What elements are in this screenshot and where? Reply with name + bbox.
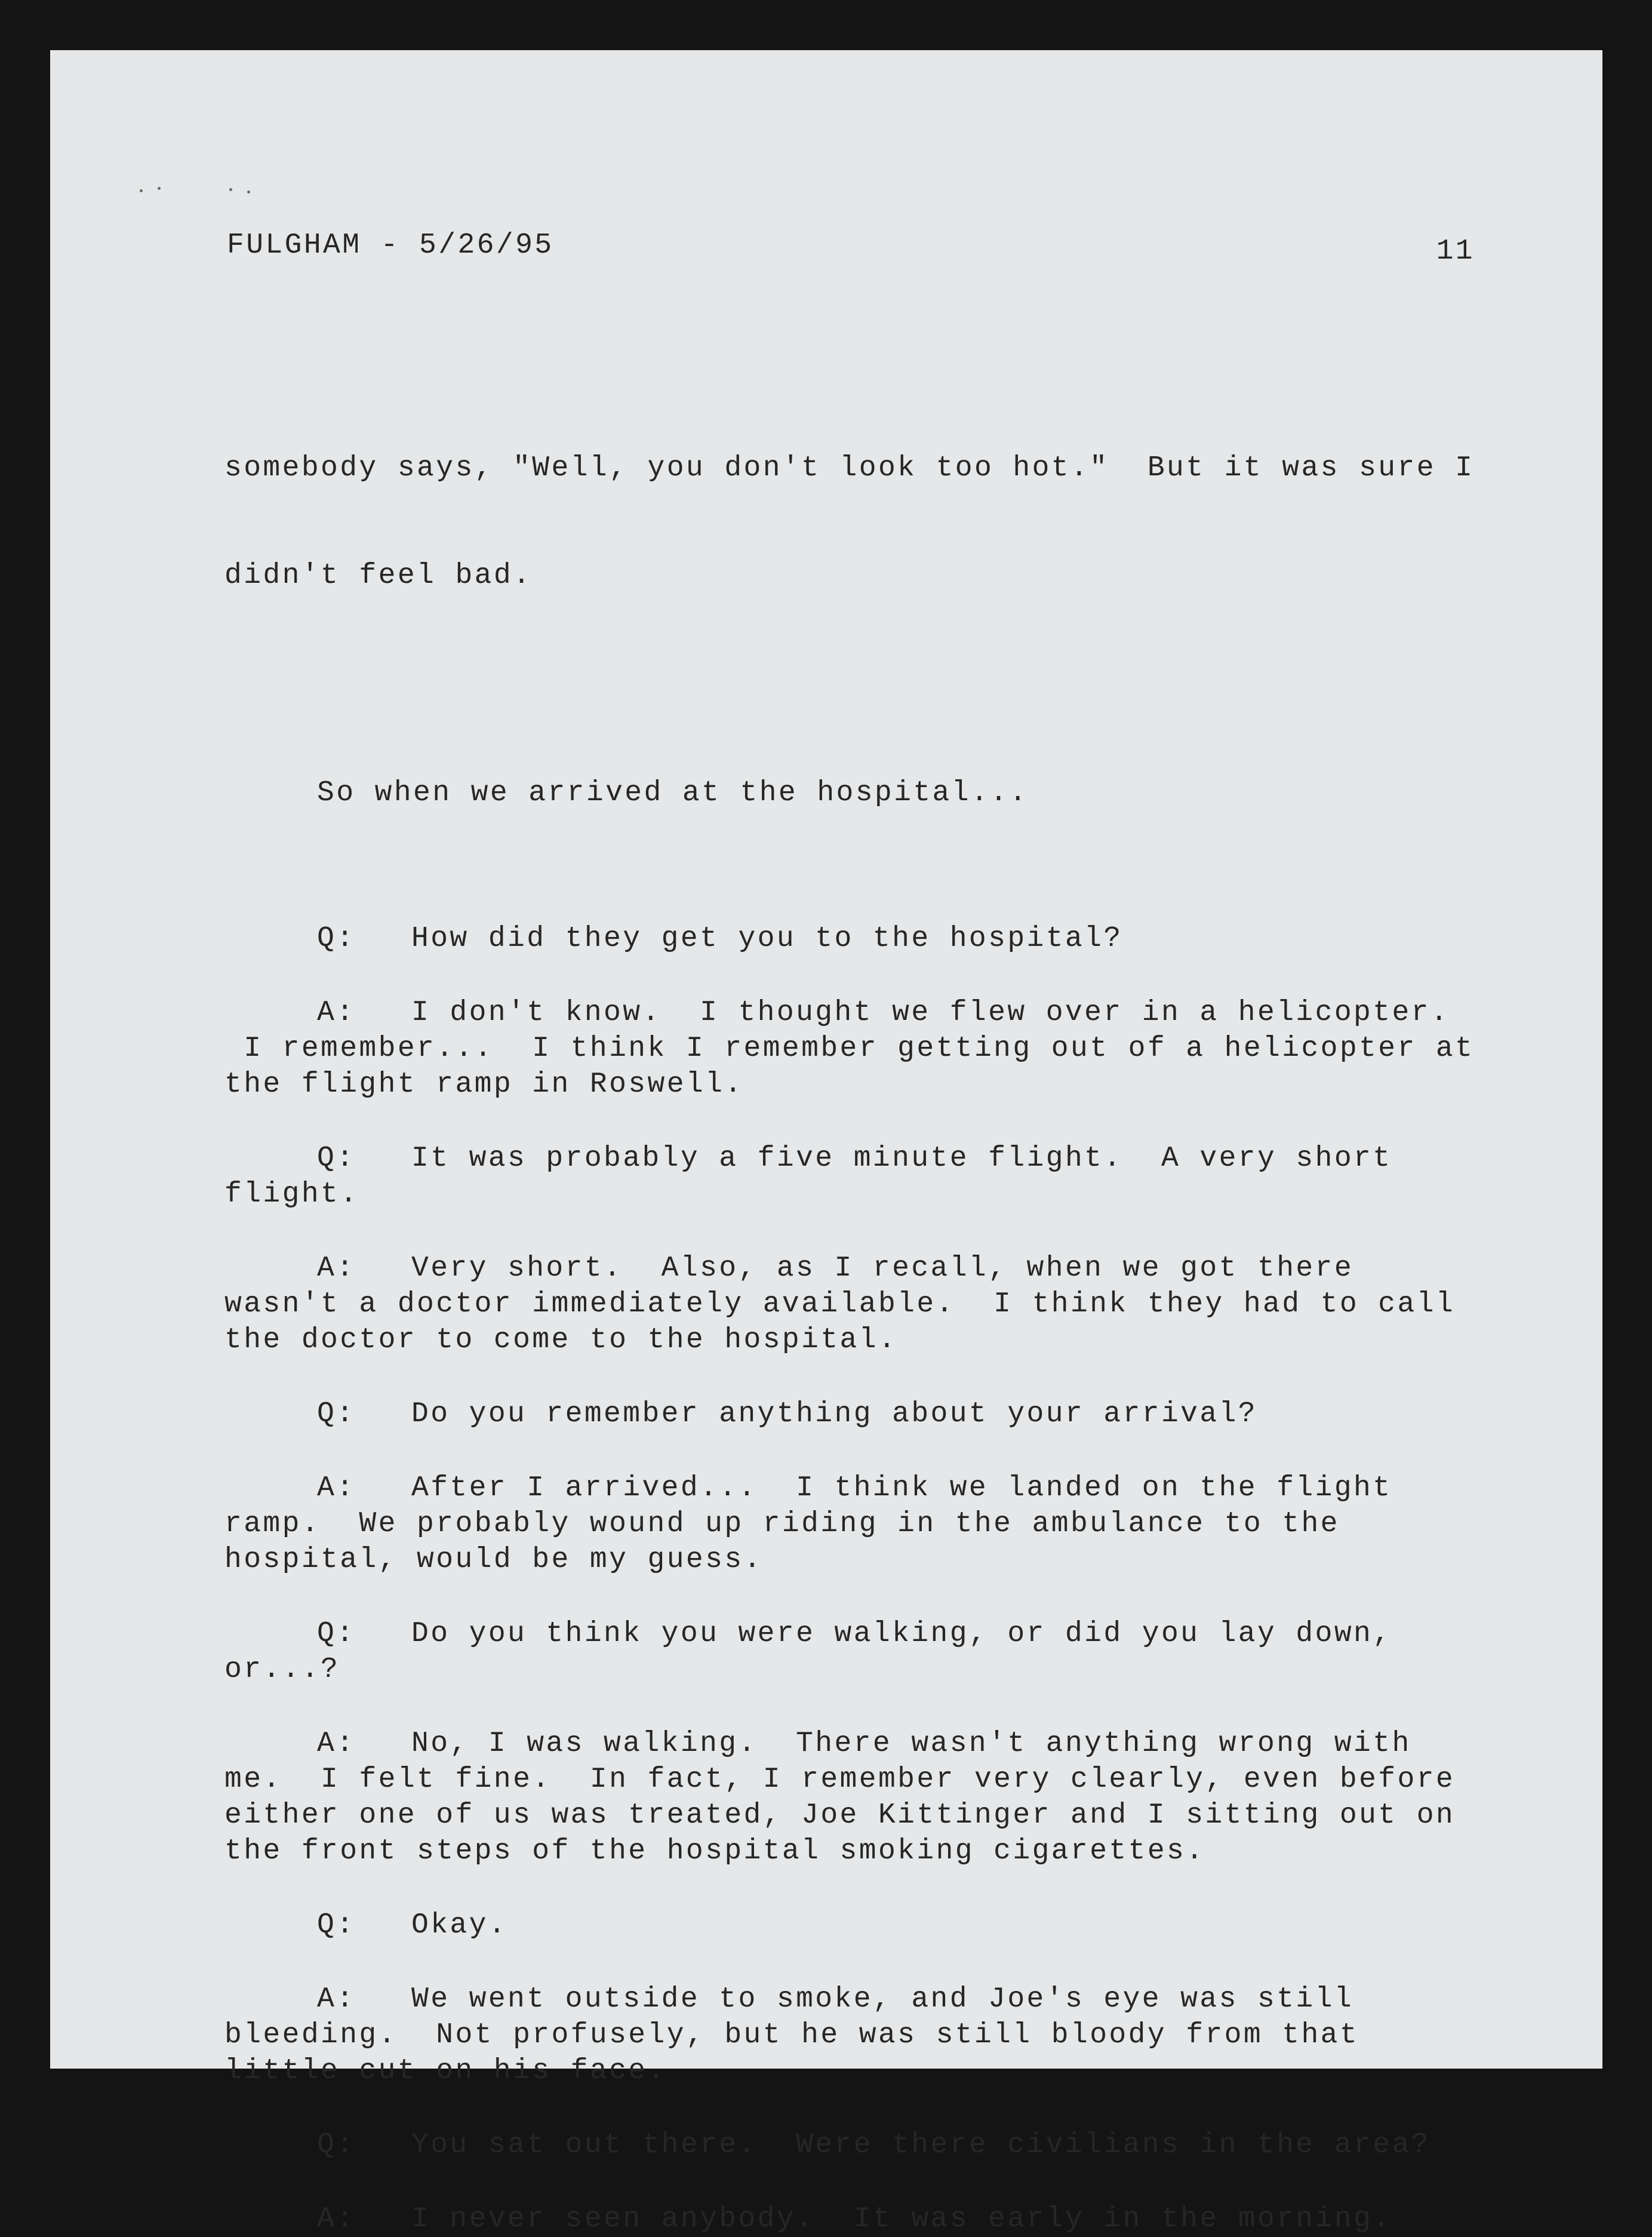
scan-speck [158, 187, 161, 190]
text-line: After I arrived... I think we landed on the flight [411, 1472, 1392, 1504]
text-line: Do you think you were walking, or did you lay down, [411, 1618, 1392, 1650]
text-line: So when we arrived at the hospital... [317, 777, 1029, 809]
text-line: flight. [224, 1178, 359, 1210]
speaker-label: A: [317, 1983, 356, 2015]
exchange-paragraph [224, 1981, 1490, 2089]
speaker-label: Q: [317, 2129, 356, 2161]
scan-speck [247, 190, 250, 193]
text-line: ramp. We probably wound up riding in the ambulance to the [224, 1508, 1340, 1540]
speaker-label: Q: [317, 1398, 356, 1430]
speaker-label: A: [317, 997, 356, 1029]
text-line: It was probably a five minute flight. A very short [411, 1142, 1392, 1175]
text-line: the front steps of the hospital smoking cigarettes. [224, 1835, 1205, 1867]
opening-paragraph [224, 379, 1490, 665]
speaker-label: A: [317, 2203, 356, 2235]
exchange-paragraph [224, 1141, 1490, 1212]
text-line: or...? [224, 1654, 340, 1686]
header-title: FULGHAM - 5/26/95 [227, 229, 554, 262]
scan-speck [140, 189, 143, 192]
speaker-label: Q: [317, 1142, 356, 1175]
text-line: hospital, would be my guess. [224, 1544, 763, 1576]
page-number: 11 [1436, 235, 1475, 268]
speaker-label: A: [317, 1252, 356, 1285]
exchange-paragraph [224, 1726, 1490, 1869]
exchange-paragraph [224, 1250, 1490, 1358]
text-line: I don't know. I thought we flew over in a helicopter. [411, 997, 1450, 1029]
text-line: me. I felt fine. In fact, I remember very clearly, even before [224, 1763, 1456, 1796]
page-header [227, 229, 1475, 277]
speaker-label: A: [317, 1728, 356, 1760]
exchange-paragraph [224, 1396, 1490, 1432]
scan-speck [229, 188, 232, 191]
text-line: somebody says, "Well, you don't look too hot." But it was sure I [224, 452, 1475, 484]
exchange-paragraph [224, 1470, 1490, 1578]
exchange-paragraph [224, 921, 1490, 957]
transcript-body [224, 379, 1490, 2237]
scan-specks [140, 185, 271, 196]
speaker-label: Q: [317, 1909, 356, 1941]
text-line: You sat out there. Were there civilians in the area? [411, 2129, 1430, 2161]
text-line: How did they get you to the hospital? [411, 923, 1123, 955]
text-line: either one of us was treated, Joe Kittinger and I sitting out on [224, 1799, 1456, 1832]
exchange-paragraph [224, 1616, 1490, 1688]
exchange-paragraph [224, 2127, 1490, 2163]
text-line: the doctor to come to the hospital. [224, 1324, 898, 1356]
document-page [50, 50, 1602, 2235]
text-line: Do you remember anything about your arrival? [411, 1398, 1258, 1430]
exchange-paragraph [224, 995, 1490, 1102]
text-line: Okay. [411, 1909, 508, 1941]
text-line: little cut on his face. [224, 2055, 667, 2087]
speaker-label: Q: [317, 923, 356, 955]
exchange-paragraph [224, 2201, 1490, 2237]
text-line: wasn't a doctor immediately available. I think they had to call [224, 1288, 1456, 1320]
text-line: didn't feel bad. [224, 560, 533, 592]
text-line: We went outside to smoke, and Joe's eye was still [411, 1983, 1354, 2015]
exchange-paragraph [224, 1907, 1490, 1943]
text-line: the flight ramp in Roswell. [224, 1068, 744, 1101]
text-line: I never seen anybody. It was early in the morning. [411, 2203, 1392, 2235]
speaker-label: A: [317, 1472, 356, 1504]
text-line: bleeding. Not profusely, but he was still bloody from that [224, 2019, 1359, 2051]
speaker-label: Q: [317, 1618, 356, 1650]
exchange-list [224, 921, 1490, 2237]
narration-paragraph [224, 703, 1490, 883]
text-line: I remember... I think I remember getting out of a helicopter at [224, 1033, 1475, 1065]
text-line: Very short. Also, as I recall, when we got there [411, 1252, 1354, 1285]
text-line: No, I was walking. There wasn't anything wrong with [411, 1728, 1411, 1760]
